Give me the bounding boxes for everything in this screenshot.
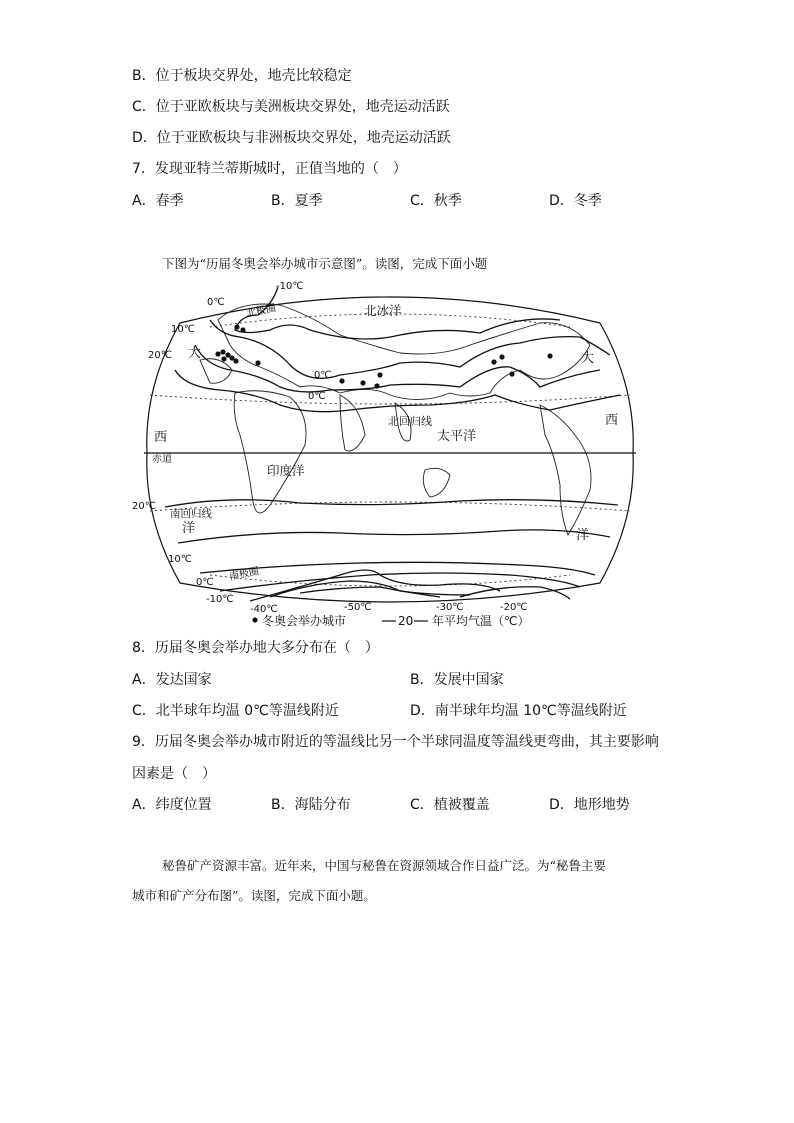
city-dot	[374, 383, 379, 388]
city-dot	[220, 349, 225, 354]
peru-intro-line1: 秘鲁矿产资源丰富。近年来，中国与秘鲁在资源领域合作日益广泛。为“秘鲁主要	[162, 858, 606, 873]
isotherm-label: -50℃	[344, 602, 372, 613]
antarctic-circle-line	[210, 575, 570, 586]
q6-option-c: C．位于亚欧板块与美洲板块交界处，地壳运动活跃	[132, 99, 450, 115]
label-antarctic-circle: 南极圈	[228, 565, 260, 583]
label-atlantic-left-3: 洋	[182, 521, 196, 536]
isotherm-label: 0℃	[207, 297, 225, 308]
isotherm-label: 0℃	[308, 391, 326, 402]
city-dot	[509, 371, 514, 376]
q8-option-d: D．南半球年均温 10℃等温线附近	[410, 703, 627, 719]
q8-option-a: A．发达国家	[132, 672, 212, 688]
isotherm-label: -10℃	[276, 281, 304, 292]
q7-option-a: A．春季	[132, 193, 184, 209]
map-intro: 下图为“历届冬奥会举办城市示意图”。读图，完成下面小题	[162, 256, 488, 271]
label-atlantic-left-1: 大	[188, 346, 202, 361]
legend-isotherm-text: 年平均气温（℃）	[432, 614, 530, 628]
q7-option-c: C．秋季	[410, 193, 462, 209]
legend-city-label: 冬奥会举办城市	[262, 614, 347, 628]
legend-city-dot	[252, 617, 257, 622]
tropic-capricorn-line	[150, 502, 630, 511]
isotherm-label: -10℃	[206, 594, 234, 605]
winter-olympics-map	[132, 275, 640, 635]
tropic-cancer-line	[150, 395, 630, 404]
city-dot	[499, 354, 504, 359]
city-dot	[255, 360, 260, 365]
label-atlantic-right-3: 洋	[576, 528, 590, 543]
q9-stem-line2: 因素是（ ）	[132, 766, 216, 782]
q8-stem: 8．历届冬奥会举办地大多分布在（ ）	[132, 640, 379, 656]
city-dot	[491, 359, 496, 364]
isotherm-label: 20℃	[148, 350, 172, 361]
isotherm-label: -30℃	[436, 602, 464, 613]
label-atlantic-left-2: 西	[154, 430, 168, 445]
map-frame	[147, 297, 633, 602]
q8-option-c: C．北半球年均温 0℃等温线附近	[132, 703, 339, 719]
q6-option-d: D．位于亚欧板块与非洲板块交界处，地壳运动活跃	[132, 130, 451, 146]
city-dot	[377, 372, 382, 377]
label-arctic-circle: 北极圈	[245, 302, 277, 320]
isotherm-label: -40℃	[250, 604, 278, 615]
label-tropic-cancer: 北回归线	[388, 415, 432, 428]
label-indian-ocean: 印度洋	[267, 463, 305, 478]
label-pacific: 太平洋	[437, 429, 477, 444]
label-atlantic-right-2: 西	[605, 413, 619, 428]
city-dot	[215, 351, 220, 356]
city-dot	[233, 358, 238, 363]
label-tropic-capricorn: 南回归线	[170, 508, 212, 520]
q8-option-b: B．发展中国家	[410, 672, 504, 688]
isotherm-label: 0℃	[314, 370, 332, 381]
label-atlantic-right-1: 大	[581, 351, 595, 366]
city-dot	[234, 324, 239, 329]
isotherm-label: 10℃	[171, 324, 195, 335]
q9-stem-line1: 9．历届冬奥会举办城市附近的等温线比另一个半球同温度等温线更弯曲，其主要影响	[132, 734, 659, 750]
q9-option-d: D．地形地势	[549, 797, 630, 813]
city-dot	[221, 356, 226, 361]
isotherm-label: 10℃	[168, 554, 192, 565]
peru-intro-line2: 城市和矿产分布图”。读图，完成下面小题。	[132, 888, 376, 903]
q9-option-c: C．植被覆盖	[410, 797, 490, 813]
isotherm-label: 0℃	[196, 577, 214, 588]
q7-stem: 7．发现亚特兰蒂斯城时，正值当地的（ ）	[132, 161, 407, 177]
q9-option-a: A．纬度位置	[132, 797, 212, 813]
city-dot	[240, 327, 245, 332]
q6-option-b: B．位于板块交界处，地壳比较稳定	[132, 68, 352, 84]
q7-option-d: D．冬季	[549, 193, 602, 209]
q9-option-b: B．海陆分布	[271, 797, 351, 813]
city-dot	[547, 353, 552, 358]
label-equator: 赤道	[152, 454, 172, 465]
isotherm-label: -20℃	[500, 602, 528, 613]
q7-option-b: B．夏季	[271, 193, 323, 209]
city-dot	[360, 380, 365, 385]
legend-isotherm-value: 20	[398, 614, 414, 628]
isotherm-label: 20℃	[132, 501, 156, 512]
label-arctic-ocean: 北冰洋	[364, 303, 402, 318]
city-dot	[339, 378, 344, 383]
